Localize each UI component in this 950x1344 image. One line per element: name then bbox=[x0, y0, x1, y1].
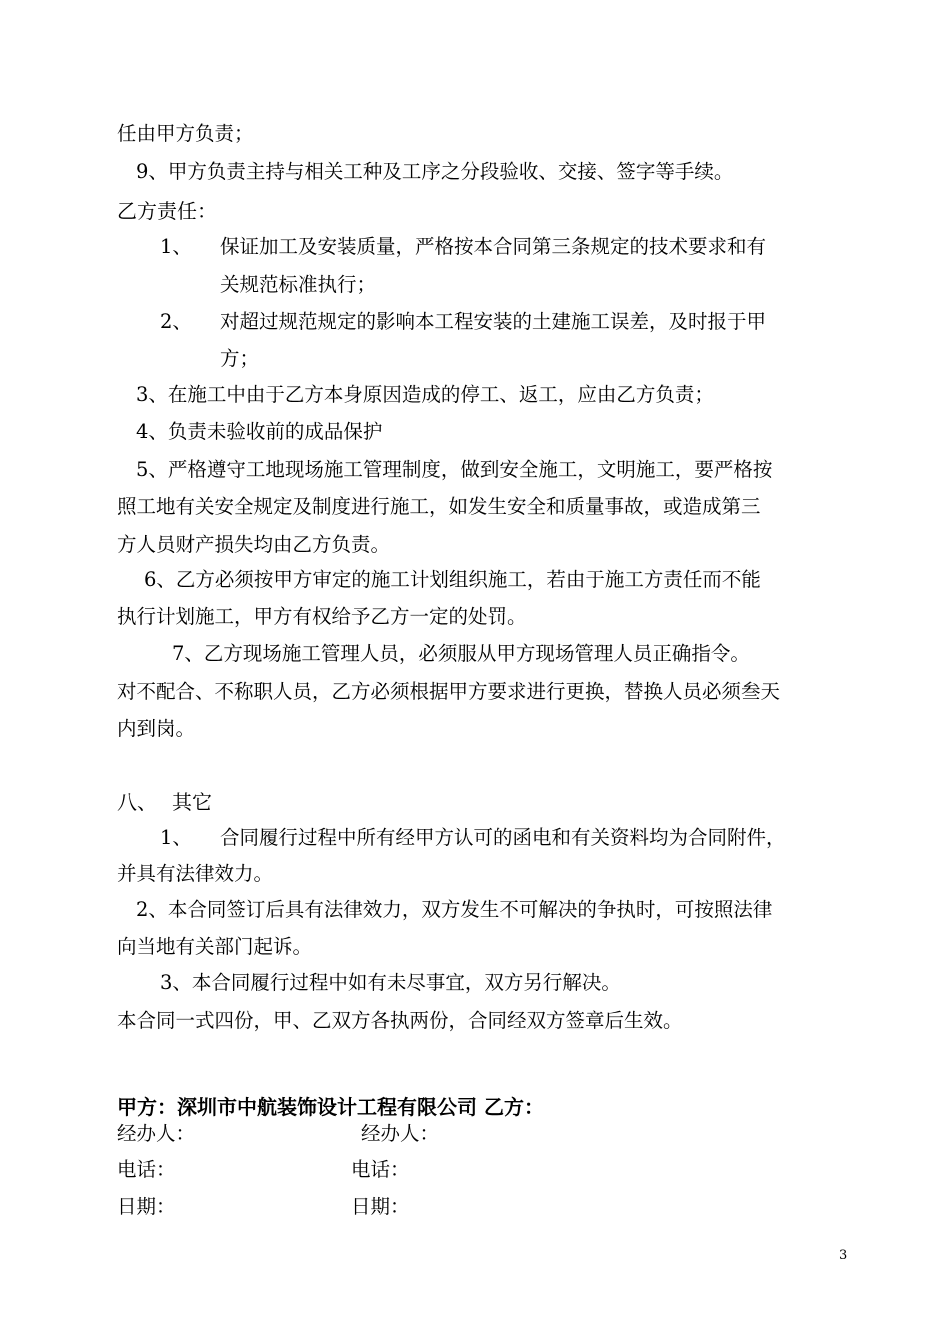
text-line: 向当地有关部门起诉。 bbox=[117, 935, 313, 958]
clause-3: 3、本合同履行过程中如有未尽事宜，双方另行解决。 bbox=[160, 971, 621, 994]
clause-4: 4、负责未验收前的成品保护 bbox=[136, 420, 383, 443]
clause-6: 6、乙方必须按甲方审定的施工计划组织施工，若由于施工方责任而不能 bbox=[144, 568, 761, 591]
clause-number: 1、 bbox=[160, 235, 192, 258]
clause-text: 保证加工及安装质量，严格按本合同第三条规定的技术要求和有 bbox=[220, 235, 767, 258]
party-b-heading: 乙方责任： bbox=[117, 199, 217, 223]
party-line: 甲方：深圳市中航装饰设计工程有限公司 乙方： bbox=[117, 1095, 544, 1119]
text-line: 关规范标准执行； bbox=[220, 273, 377, 296]
text-line: 内到岗。 bbox=[117, 717, 196, 740]
clause-text: 合同履行过程中所有经甲方认可的函电和有关资料均为合同附件， bbox=[220, 826, 786, 849]
text-line: 执行计划施工，甲方有权给予乙方一定的处罚。 bbox=[117, 605, 527, 628]
date-label-b: 日期： bbox=[351, 1195, 410, 1218]
date-label-a: 日期： bbox=[117, 1195, 176, 1218]
text-line: 方人员财产损失均由乙方负责。 bbox=[117, 533, 391, 556]
text-line: 任由甲方负责； bbox=[117, 122, 254, 145]
text-line: 方； bbox=[220, 347, 260, 370]
section-8-title: 其它 bbox=[172, 790, 212, 814]
handler-label-b: 经办人： bbox=[361, 1122, 440, 1145]
clause-text: 对超过规范规定的影响本工程安装的土建施工误差，及时报于甲 bbox=[220, 310, 767, 333]
section-8-number: 八、 bbox=[117, 790, 157, 814]
clause-5: 5、严格遵守工地现场施工管理制度，做到安全施工，文明施工，要严格按 bbox=[136, 458, 773, 481]
text-line: 本合同一式四份，甲、乙双方各执两份，合同经双方签章后生效。 bbox=[117, 1009, 683, 1032]
text-line: 并具有法律效力。 bbox=[117, 862, 274, 885]
text-line: 对不配合、不称职人员，乙方必须根据甲方要求进行更换，替换人员必须叁天 bbox=[117, 680, 781, 703]
handler-label-a: 经办人： bbox=[117, 1122, 196, 1145]
text-line: 照工地有关安全规定及制度进行施工，如发生安全和质量事故，或造成第三 bbox=[117, 495, 761, 518]
clause-7: 7、乙方现场施工管理人员，必须服从甲方现场管理人员正确指令。 bbox=[172, 642, 750, 665]
clause-number: 2、 bbox=[160, 310, 192, 333]
clause-2: 2、本合同签订后具有法律效力，双方发生不可解决的争执时，可按照法律 bbox=[136, 898, 773, 921]
clause-number: 1、 bbox=[160, 826, 192, 849]
phone-label-b: 电话： bbox=[351, 1158, 410, 1181]
page-number: 3 bbox=[839, 1248, 848, 1263]
phone-label-a: 电话： bbox=[117, 1158, 176, 1181]
clause-3: 3、在施工中由于乙方本身原因造成的停工、返工，应由乙方负责； bbox=[136, 383, 714, 406]
clause-9: 9、甲方负责主持与相关工种及工序之分段验收、交接、签字等手续。 bbox=[136, 160, 734, 183]
